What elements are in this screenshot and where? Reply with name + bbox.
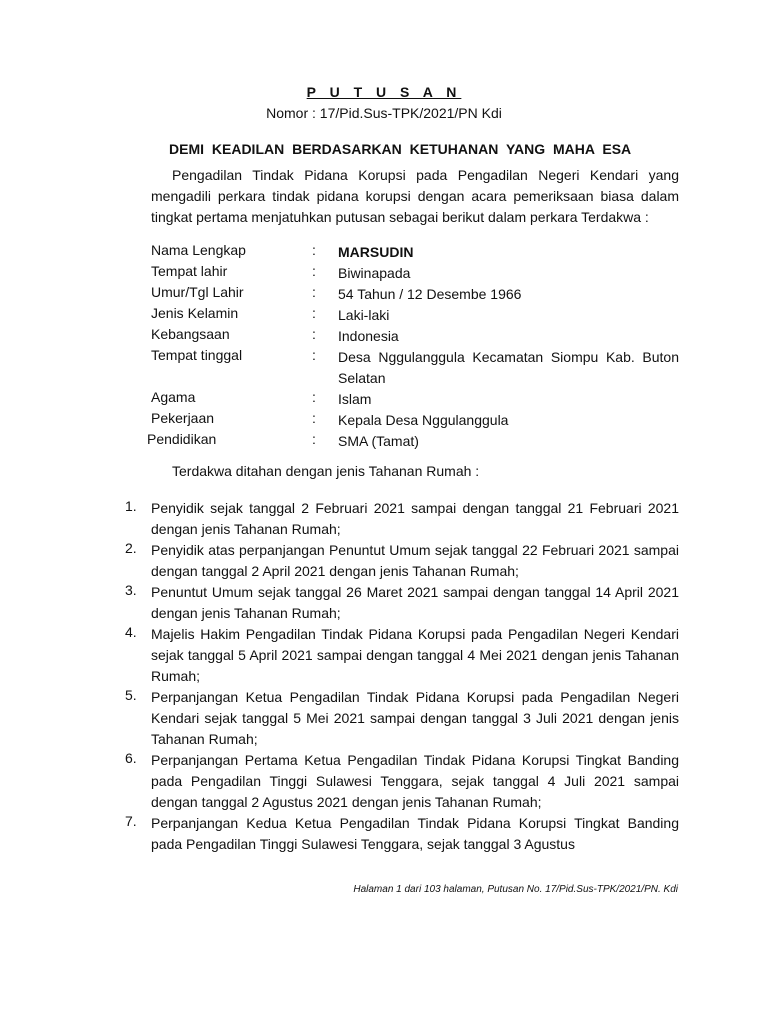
identity-colon: : [312, 242, 316, 258]
identity-label: Kebangsaan [151, 326, 230, 342]
identity-colon: : [312, 431, 316, 447]
identity-label: Nama Lengkap [151, 242, 246, 258]
identity-row-birthplace [0, 263, 768, 284]
identity-row-age [0, 284, 768, 305]
identity-row-education [0, 431, 768, 452]
identity-value: Indonesia [338, 328, 399, 344]
list-text: Penyidik sejak tanggal 2 Februari 2021 sampai dengan tanggal 21 Februari 2021 dengan jenis Tahanan Rumah; [151, 500, 679, 537]
list-number: 6. [125, 750, 137, 766]
list-number: 3. [125, 582, 137, 598]
list-text: Perpanjangan Ketua Pengadilan Tindak Pidana Korupsi pada Pengadilan Negeri Kendari sejak tanggal 5 Mei 2021 sampai dengan tanggal 3 Juli 2021 dengan jenis Tahanan Rumah; [151, 689, 679, 747]
page-footer: Halaman 1 dari 103 halaman, Putusan No. 17/Pid.Sus-TPK/2021/PN. Kdi [353, 884, 678, 895]
document-title: P U T U S A N [306, 84, 462, 100]
list-number: 4. [125, 624, 137, 640]
identity-value: Biwinapada [338, 265, 411, 281]
list-text: Perpanjangan Kedua Ketua Pengadilan Tindak Pidana Korupsi Tingkat Banding pada Pengadilan Tinggi Sulawesi Tenggara, sejak tanggal 3 Agustus [151, 815, 679, 852]
identity-label: Pekerjaan [151, 410, 215, 426]
identity-colon: : [312, 389, 316, 405]
identity-colon: : [312, 263, 316, 279]
list-text: Penyidik atas perpanjangan Penuntut Umum sejak tanggal 22 Februari 2021 sampai dengan tanggal 2 April 2021 dengan jenis Tahanan Rumah; [151, 542, 679, 579]
identity-value: Laki-laki [338, 307, 390, 323]
identity-label: Pendidikan [147, 431, 217, 447]
identity-colon: : [312, 305, 316, 321]
case-number: Nomor : 17/Pid.Sus-TPK/2021/PN Kdi [266, 105, 502, 121]
list-number: 5. [125, 687, 137, 703]
identity-value: Kepala Desa Nggulanggula [338, 412, 509, 428]
identity-colon: : [312, 410, 316, 426]
identity-colon: : [312, 284, 316, 300]
identity-label: Tempat tinggal [151, 347, 243, 363]
list-text: Penuntut Umum sejak tanggal 26 Maret 2021 sampai dengan tanggal 14 April 2021 dengan jenis Tahanan Rumah; [151, 584, 679, 621]
identity-colon: : [312, 347, 316, 363]
invocation-heading: DEMI KEADILAN BERDASARKAN KETUHANAN YANG MAHA ESA [169, 141, 632, 157]
detention-intro: Terdakwa ditahan dengan jenis Tahanan Rumah : [172, 463, 480, 479]
list-number: 2. [125, 540, 137, 556]
identity-row-nationality [0, 326, 768, 347]
identity-row-residence [0, 347, 768, 389]
list-text: Majelis Hakim Pengadilan Tindak Pidana Korupsi pada Pengadilan Negeri Kendari sejak tanggal 5 April 2021 sampai dengan tanggal 4 Mei 2021 dengan jenis Tahanan Rumah; [151, 626, 679, 684]
identity-label: Tempat lahir [151, 263, 228, 279]
identity-value: Desa Nggulanggula Kecamatan Siompu Kab. Buton Selatan [338, 349, 679, 386]
identity-label: Agama [151, 389, 196, 405]
identity-value: Islam [338, 391, 372, 407]
identity-row-name [0, 242, 768, 263]
list-text: Perpanjangan Pertama Ketua Pengadilan Tindak Pidana Korupsi Tingkat Banding pada Pengadilan Tinggi Sulawesi Tenggara, sejak tanggal 4 Juli 2021 sampai dengan tanggal 2 Agustus 2021 dengan jenis Tahanan Rumah; [151, 752, 679, 810]
intro-text: Pengadilan Tindak Pidana Korupsi pada Pengadilan Negeri Kendari yang mengadili perkara tindak pidana korupsi dengan acara pemeriksaan biasa dalam tingkat pertama menjatuhkan putusan sebagai berikut dalam perkara Terdakwa : [151, 167, 679, 225]
identity-value: SMA (Tamat) [338, 433, 419, 449]
list-number: 7. [125, 813, 137, 829]
identity-row-gender [0, 305, 768, 326]
identity-label: Umur/Tgl Lahir [151, 284, 244, 300]
identity-value: 54 Tahun / 12 Desembe 1966 [338, 286, 522, 302]
identity-value: MARSUDIN [338, 244, 414, 260]
identity-colon: : [312, 326, 316, 342]
identity-row-occupation [0, 410, 768, 431]
identity-label: Jenis Kelamin [151, 305, 239, 321]
intro-paragraph [151, 165, 679, 228]
list-number: 1. [125, 498, 137, 514]
identity-row-religion [0, 389, 768, 410]
